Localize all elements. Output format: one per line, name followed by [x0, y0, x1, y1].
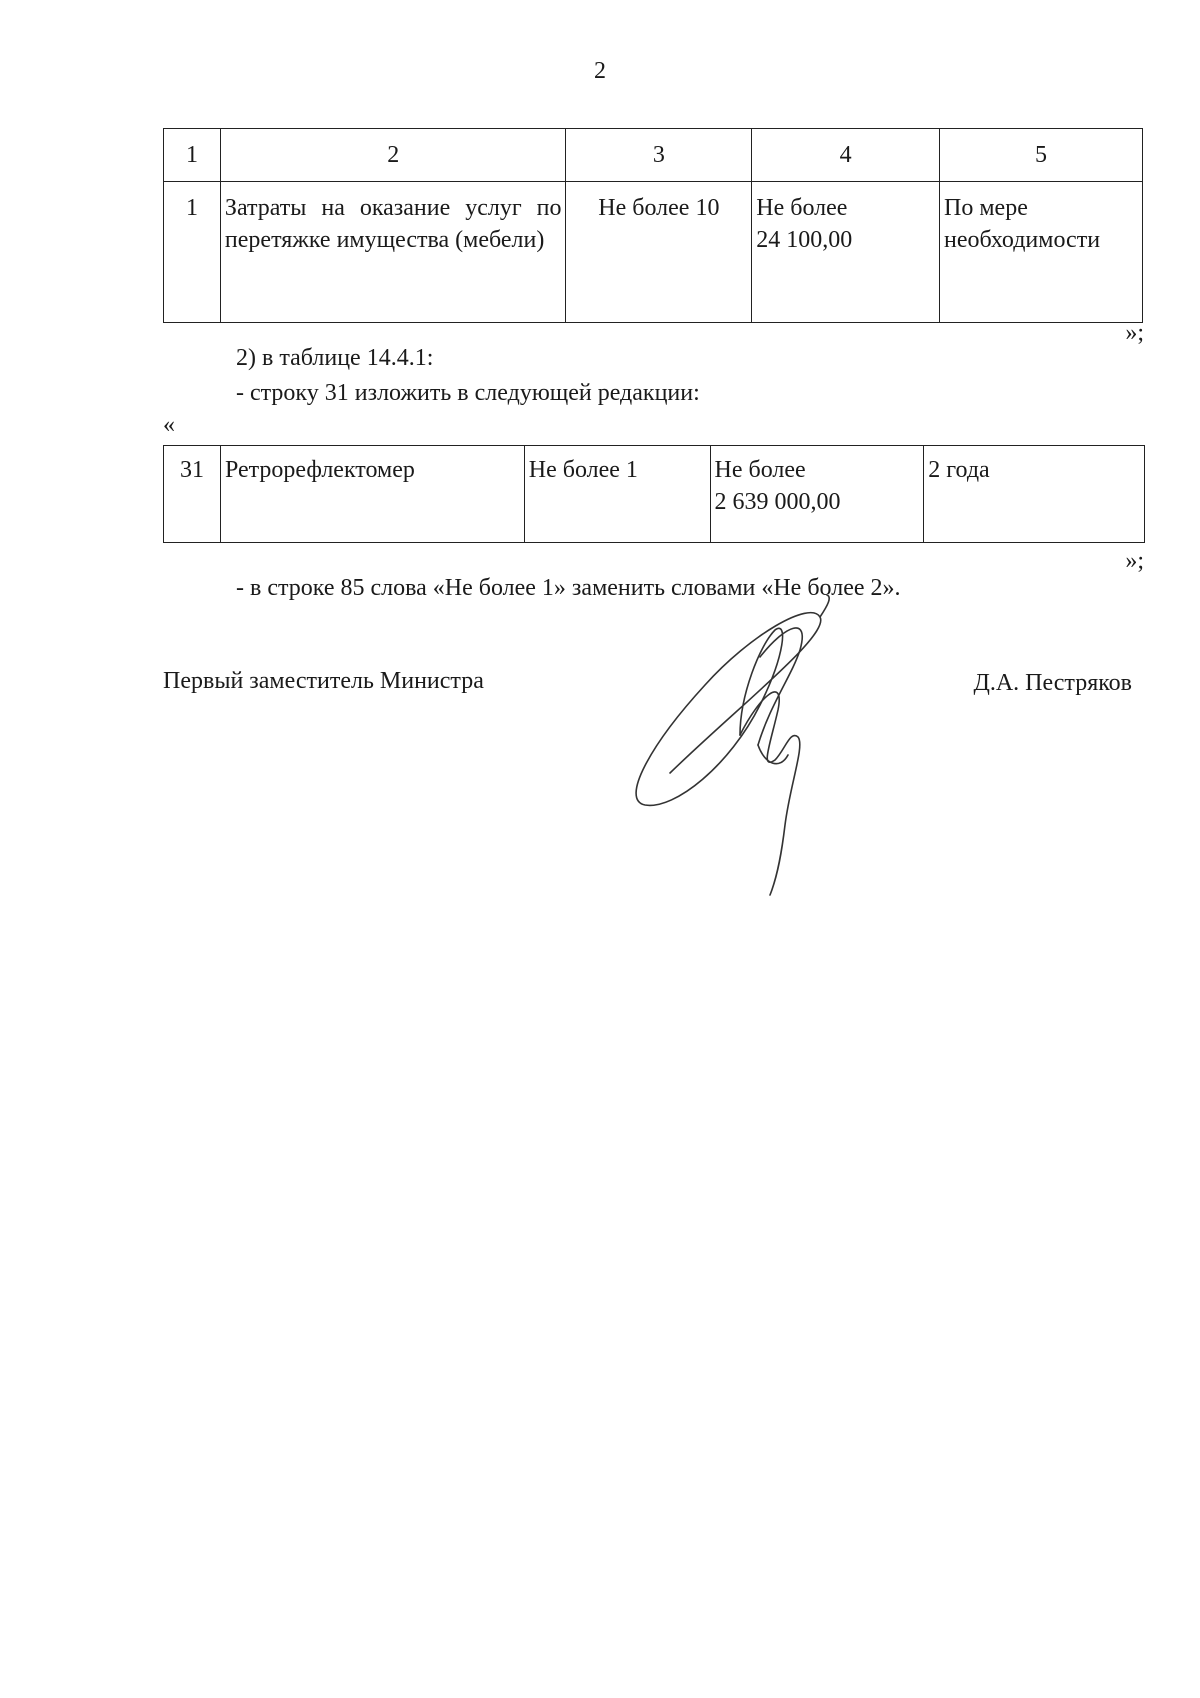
header-cell: 4 [752, 129, 940, 182]
row-period-line1: По мере [944, 195, 1028, 221]
replacement-row-table [163, 445, 1145, 543]
item2-heading: 2) в таблице 14.4.1: [236, 345, 434, 371]
opening-quote: « [163, 412, 175, 438]
header-cell: 1 [164, 129, 221, 182]
row-price-line1: Не более [714, 457, 806, 483]
table-row [164, 182, 1143, 323]
table-row [164, 446, 1145, 543]
row-period [940, 182, 1143, 323]
row-name: Ретрорефлектомер [220, 446, 524, 543]
row-quantity: Не более 1 [524, 446, 710, 543]
row-name: Затраты на оказание услуг по перетяжке имущества (мебели) [220, 182, 566, 323]
row-number: 31 [164, 446, 221, 543]
row-price [710, 446, 924, 543]
row-period-line2: необходимости [944, 227, 1101, 253]
closing-quote: »; [1125, 548, 1144, 574]
row-price-line1: Не более [756, 195, 848, 221]
row-period: 2 года [924, 446, 1145, 543]
header-cell: 5 [940, 129, 1143, 182]
signatory-title: Первый заместитель Министра [163, 668, 484, 694]
item2-instruction: - строку 31 изложить в следующей редакции: [236, 380, 700, 406]
replace-instruction: - в строке 85 слова «Не более 1» заменить словами «Не более 2». [236, 575, 901, 601]
row-price [752, 182, 940, 323]
row-number: 1 [164, 182, 221, 323]
row-quantity: Не более 10 [566, 182, 752, 323]
costs-table [163, 128, 1143, 323]
table-header-row [164, 129, 1143, 182]
header-cell: 3 [566, 129, 752, 182]
row-price-line2: 24 100,00 [756, 227, 853, 253]
header-cell: 2 [220, 129, 566, 182]
closing-quote: »; [1125, 320, 1144, 346]
signatory-name: Д.А. Пестряков [973, 670, 1132, 696]
signature [610, 595, 860, 905]
page-number: 2 [594, 58, 606, 84]
row-price-line2: 2 639 000,00 [714, 489, 841, 515]
